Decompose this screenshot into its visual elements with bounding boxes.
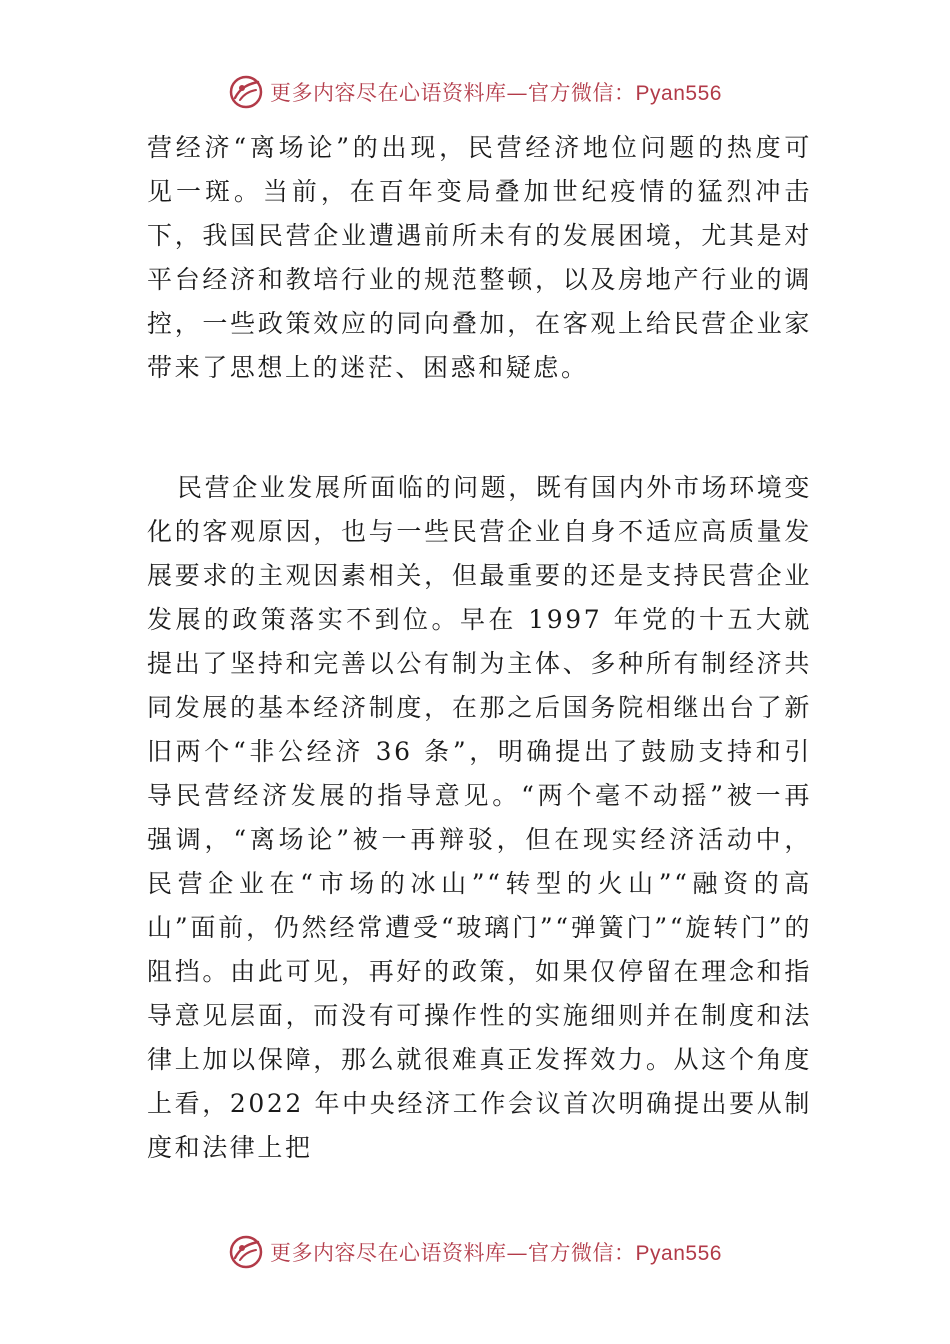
document-body <box>147 126 812 1170</box>
paragraph-2: 民营企业发展所面临的问题，既有国内外市场环境变化的客观原因，也与一些民营企业自身不适应高质量发展要求的主观因素相关，但最重要的还是支持民营企业发展的政策落实不到位。早在 1997 年党的十五大就提出了坚持和完善以公有制为主体、多种所有制经济共同发展的基本经济制度，在那之后国务院相继出台了新旧两个“非公经济 36 条”，明确提出了鼓励支持和引导民营经济发展的指导意见。“两个毫不动摇”被一再强调，“离场论”被一再辩驳，但在现实经济活动中，民营企业在“市场的冰山”“转型的火山”“融资的高山”面前，仍然经常遭受“玻璃门”“弹簧门”“旋转门”的阻挡。由此可见，再好的政策，如果仅停留在理念和指导意见层面，而没有可操作性的实施细则并在制度和法律上加以保障，那么就很难真正发挥效力。从这个角度上看，2022 年中央经济工作会议首次明确提出要从制度和法律上把 <box>147 473 812 1162</box>
paragraph-1: 营经济“离场论”的出现，民营经济地位问题的热度可见一斑。当前，在百年变局叠加世纪疫情的猛烈冲击下，我国民营企业遭遇前所未有的发展困境，尤其是对平台经济和教培行业的规范整顿，以及房地产行业的调控，一些政策效应的同向叠加，在客观上给民营企业家带来了思想上的迷茫、困惑和疑虑。 <box>147 133 812 382</box>
logo-icon <box>228 74 264 110</box>
footer-banner-text: 更多内容尽在心语资料库—官方微信：Pyan556 <box>270 1241 722 1265</box>
footer-wechat-id: Pyan556 <box>635 1242 722 1265</box>
logo-icon <box>228 1234 264 1270</box>
footer-banner <box>0 1230 950 1274</box>
header-banner-text: 更多内容尽在心语资料库—官方微信：Pyan556 <box>270 81 722 105</box>
header-wechat-id: Pyan556 <box>635 82 722 105</box>
header-banner <box>0 70 950 114</box>
